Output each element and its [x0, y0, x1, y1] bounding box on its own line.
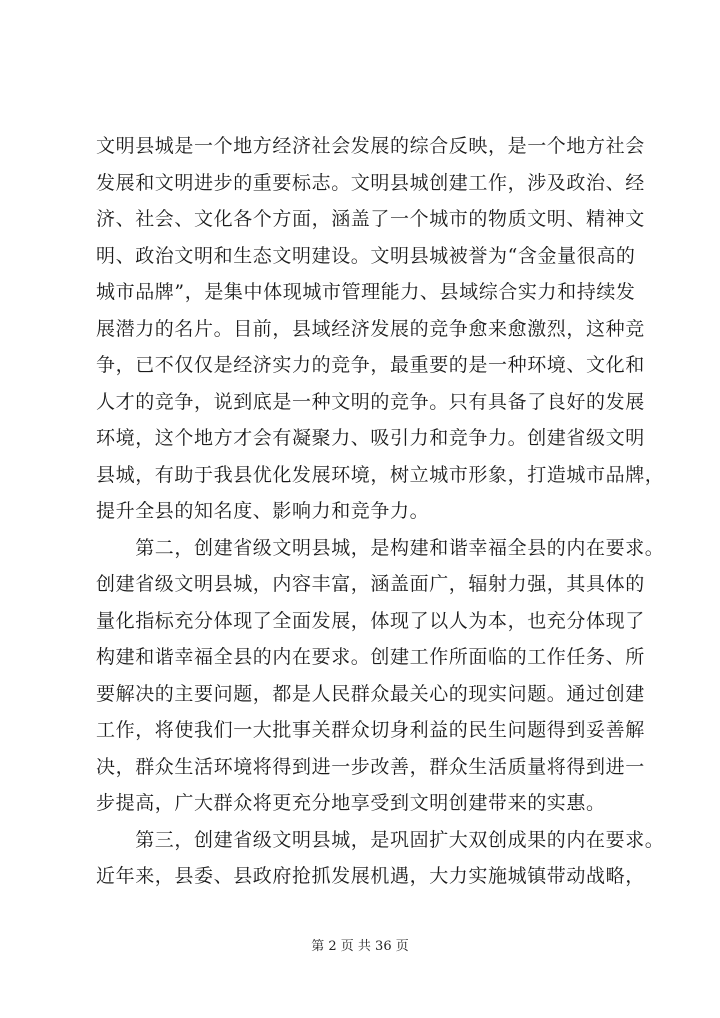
text-line: 提升全县的知名度、影响力和竞争力。 [96, 500, 430, 522]
text-line: 构建和谐幸福全县的内在要求。创建工作所面临的工作任务、所 [96, 646, 645, 668]
text-line: 环境，这个地方才会有凝聚力、吸引力和竞争力。创建省级文明 [96, 427, 645, 449]
text-line: 发展和文明进步的重要标志。文明县城创建工作，涉及政治、经 [96, 171, 645, 194]
page-number-footer: 第 2 页 共 36 页 [311, 939, 409, 954]
text-line: 创建省级文明县城，内容丰富，涵盖面广，辐射力强，其具体的 [96, 573, 645, 595]
text-line: 展潜力的名片。目前，县域经济发展的竞争愈来愈激烈，这种竞 [96, 317, 645, 340]
text-line: 近年来，县委、县政府抢抓发展机遇，大力实施城镇带动战略， [96, 865, 645, 887]
text-line: 第三，创建省级文明县城，是巩固扩大双创成果的内在要求。 [96, 828, 665, 851]
text-line: 人才的竞争，说到底是一种文明的竞争。只有具备了良好的发展 [96, 390, 645, 413]
text-line: 量化指标充分体现了全面发展，体现了以人为本，也充分体现了 [96, 609, 645, 632]
text-line: 第二，创建省级文明县城，是构建和谐幸福全县的内在要求。 [96, 536, 665, 559]
document-body [96, 128, 665, 895]
text-line: 决，群众生活环境将得到进一步改善，群众生活质量将得到进一 [96, 755, 645, 778]
text-line: 县城，有助于我县优化发展环境，树立城市形象，打造城市品牌， [96, 463, 665, 486]
text-line: 明、政治文明和生态文明建设。文明县城被誉为“含金量很高的 [96, 244, 636, 267]
text-line: 济、社会、文化各个方面，涵盖了一个城市的物质文明、精神文 [96, 208, 645, 230]
text-line: 步提高，广大群众将更充分地享受到文明创建带来的实惠。 [96, 792, 606, 814]
text-line: 争，已不仅仅是经济实力的竞争，最重要的是一种环境、文化和 [96, 354, 645, 376]
text-line: 城市品牌”，是集中体现城市管理能力、县域综合实力和持续发 [96, 281, 636, 303]
text-line: 文明县城是一个地方经济社会发展的综合反映，是一个地方社会 [96, 135, 645, 157]
text-line: 要解决的主要问题，都是人民群众最关心的现实问题。通过创建 [96, 682, 645, 705]
text-line: 工作，将使我们一大批事关群众切身利益的民生问题得到妥善解 [96, 719, 645, 741]
